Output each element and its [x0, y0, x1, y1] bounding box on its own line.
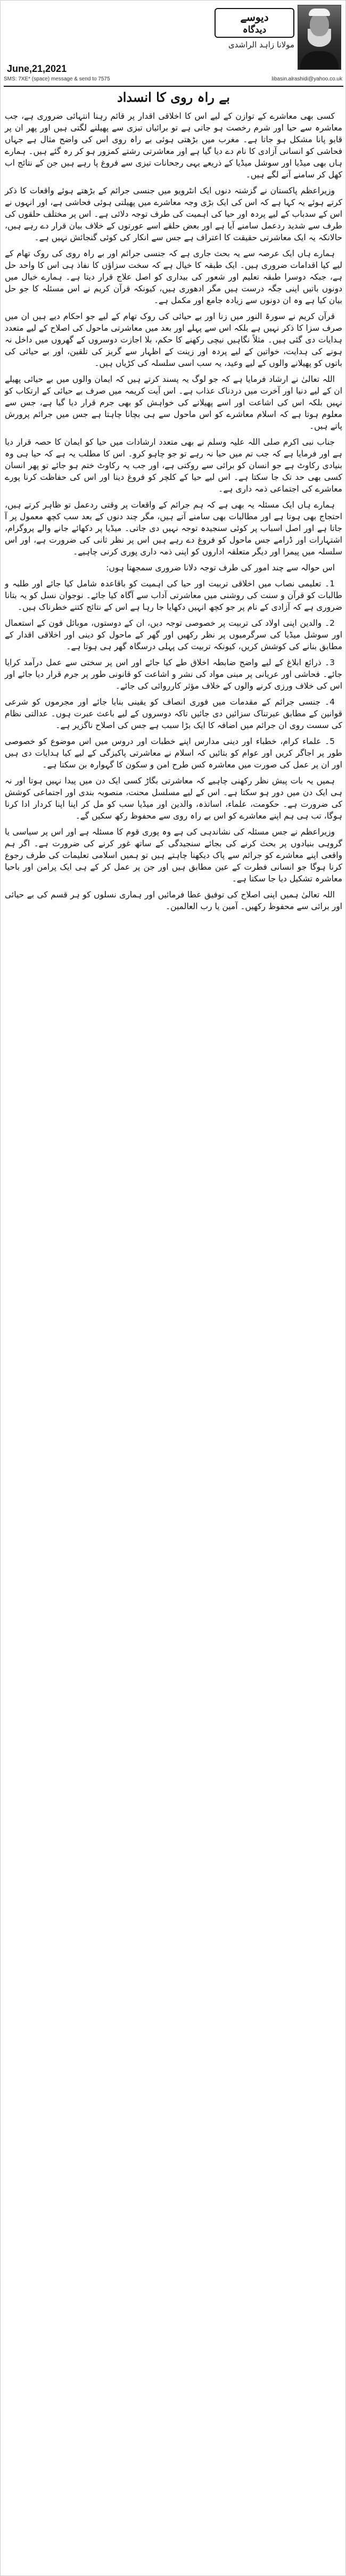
column-logo-line2: دیدگاہ	[242, 24, 267, 35]
article-paragraph: اس حوالہ سے چند امور کی طرف توجہ دلانا ضروری سمجھتا ہوں:	[106, 563, 335, 573]
article-paragraph: قرآن کریم نے سورۃ النور میں زنا اور بے حیائی کی روک تھام کے لیے جو احکام دیے ہیں ان میں صرف سزا کا ذکر نہیں ہے بلکہ اس سے پہلے اور بعد میں معاشرتی ماحول کی اصلاح کے لیے متعدد ہدایات دی گئی ہیں۔ مثلاً نگاہیں نیچی رکھنے کا حکم، بلا اجازت دوسروں کے گھروں میں داخل نہ ہونے کی ہدایت، خواتین کے لیے پردہ اور زینت کے اظہار سے گریز کی تلقین، اور بے حیائی کی باتوں کو پھیلانے والوں کے لیے وعید، یہ سب اسی سلسلہ کی کڑیاں ہیں۔	[5, 312, 342, 368]
sms-instruction: SMS: 7XE* (space) message & send to 7575	[4, 76, 110, 82]
author-name: مولانا زاہد الراشدی	[228, 40, 294, 50]
article-paragraph: ہمارے ہاں ایک عرصہ سے یہ بحث جاری ہے کہ جنسی جرائم اور بے راہ روی کی روک تھام کے لیے کیا اقدامات ضروری ہیں۔ ایک طبقہ کا خیال ہے کہ سخت سزاؤں کا نفاذ ہی اس کا واحد حل ہے، جبکہ دوسرا طبقہ تعلیم اور شعور کی بیداری کو اصل علاج قرار دیتا ہے۔ ہمارے خیال میں دونوں باتیں اپنی جگہ درست ہیں مگر ادھوری ہیں، کیونکہ قرآن کریم نے اس مسئلہ کا جو حل بیان کیا ہے وہ ان دونوں سے زیادہ جامع اور مکمل ہے۔	[5, 249, 342, 305]
article-paragraph: کسی بھی معاشرے کے توازن کے لیے اس کا اخلاقی اقدار پر قائم رہنا انتہائی ضروری ہے، جب معاشرہ سے حیا اور شرم رخصت ہو جاتی ہے تو برائیاں تیزی سے پھیلنے لگتی ہیں اور پھر ان پر قابو پانا مشکل ہو جاتا ہے۔ مغرب میں بڑھتی ہوئی بے راہ روی اس کی واضح مثال ہے جہاں فحاشی کو انسانی آزادی کا نام دے دیا گیا ہے اور معاشرتی رشتے کمزور ہو کر رہ گئے ہیں۔ ہمارے ہاں بھی میڈیا اور سوشل میڈیا کے ذریعے یہی رجحانات تیزی سے فروغ پا رہے ہیں جن کے نتائج اب کھل کر سامنے آنے لگے ہیں۔	[5, 111, 342, 179]
article-body	[5, 110, 342, 917]
column-logo	[215, 8, 294, 38]
article-paragraph: 5۔ علماء کرام، خطباء اور دینی مدارس اپنے خطبات اور دروس میں اس موضوع کو خصوصی طور پر اجاگر کریں اور عوام کو بتائیں کہ اسلام نے معاشرتی پاکیزگی کے لیے کیا ہدایات دی ہیں اور ان پر عمل کی صورت میں معاشرہ کس طرح امن و سکون کا گہوارہ بن سکتا ہے۔	[5, 737, 342, 770]
article-paragraph: اللہ تعالیٰ نے ارشاد فرمایا ہے کہ جو لوگ یہ پسند کرتے ہیں کہ ایمان والوں میں بے حیائی پھیلے ان کے لیے دنیا اور آخرت میں دردناک عذاب ہے۔ اس آیت کریمہ میں صرف بے حیائی کے ارتکاب کو نہیں بلکہ اس کی اشاعت اور اسے پھیلانے کی خواہش کو بھی جرم قرار دیا گیا ہے، جس سے معلوم ہوتا ہے کہ اسلام معاشرے کو اس ماحول سے ہی بچانا چاہتا ہے جس میں جرائم پرورش پاتے ہیں۔	[5, 374, 342, 431]
article-paragraph: وزیراعظم نے جس مسئلہ کی نشاندہی کی ہے وہ پوری قوم کا مسئلہ ہے اور اس پر سیاسی یا گروہی بنیادوں پر بحث کرنے کی بجائے سنجیدگی کے ساتھ غور کرنے کی ضرورت ہے۔ اگر ہم واقعی اپنے معاشرے کو جرائم سے پاک دیکھنا چاہتے ہیں تو ہمیں اسلامی تعلیمات کی طرف رجوع کرنا ہوگا جو انسانی فطرت کے عین مطابق ہیں اور جن پر عمل کر کے ہی ایک پرامن اور باحیا معاشرہ تشکیل دیا جا سکتا ہے۔	[5, 827, 342, 884]
author-photo-cap	[309, 9, 330, 16]
article-paragraph: ہمارے ہاں ایک مسئلہ یہ بھی ہے کہ ہم جرائم کے واقعات پر وقتی ردعمل تو ظاہر کرتے ہیں، احتجاج بھی ہوتا ہے اور مطالبات بھی سامنے آتے ہیں، مگر چند دنوں کے بعد سب کچھ معمول پر آ جاتا ہے اور اصل اسباب پر کوئی سنجیدہ توجہ نہیں دی جاتی۔ میڈیا پر دکھائے جانے والے پروگرام، اشتہارات اور ڈرامے جس ماحول کو فروغ دے رہے ہیں اس پر نظر ثانی کی ضرورت ہے، اور اس سلسلہ میں پیمرا اور دیگر متعلقہ اداروں کو اپنی ذمہ داری پوری کرنی چاہیے۔	[5, 500, 342, 557]
article-paragraph: 4۔ جنسی جرائم کے مقدمات میں فوری انصاف کو یقینی بنایا جائے اور مجرموں کو شرعی قوانین کے مطابق عبرتناک سزائیں دی جائیں تاکہ دوسروں کے لیے باعث عبرت ہوں۔ عدالتی نظام کی سست روی ان جرائم میں اضافہ کا ایک بڑا سبب ہے جس کی اصلاح ناگزیر ہے۔	[5, 697, 342, 730]
author-photo-face	[310, 13, 329, 36]
header-divider	[4, 86, 343, 87]
column-logo-line1: دیوسے	[240, 11, 269, 23]
article-paragraph: 2۔ والدین اپنی اولاد کی تربیت پر خصوصی توجہ دیں، ان کے دوستوں، موبائل فون کے استعمال اور سوشل میڈیا کی سرگرمیوں پر نظر رکھیں اور گھر کے ماحول کو دینی اور اخلاقی اقدار کے مطابق بنانے کی کوشش کریں، کیونکہ تربیت کی پہلی درسگاہ گھر ہی ہوتا ہے۔	[5, 618, 342, 651]
article-paragraph: 1۔ تعلیمی نصاب میں اخلاقی تربیت اور حیا کی اہمیت کو باقاعدہ شامل کیا جائے اور طلبہ و طالبات کو قرآن و سنت کی روشنی میں معاشرتی آداب سے آگاہ کیا جائے۔ نوجوان نسل کو یہ بتانا ضروری ہے کہ آزادی کے نام پر جو کچھ انہیں دکھایا جا رہا ہے اس کے نتائج کتنے خطرناک ہیں۔	[5, 579, 342, 612]
author-email: libasin.alrashidi@yahoo.co.uk	[271, 76, 342, 82]
article-paragraph: ہمیں یہ بات پیش نظر رکھنی چاہیے کہ معاشرتی بگاڑ کسی ایک دن میں پیدا نہیں ہوتا اور نہ ہی ایک دن میں دور ہو سکتا ہے۔ اس کے لیے مسلسل محنت، منصوبہ بندی اور اجتماعی کوشش کی ضرورت ہے۔ حکومت، علماء، اساتذہ، والدین اور میڈیا سب کو مل کر اپنا اپنا کردار ادا کرنا ہوگا، تب ہی ہم اپنے معاشرے کو اس بے راہ روی سے محفوظ رکھ سکیں گے۔	[5, 776, 342, 821]
column-header	[1, 1, 346, 107]
publish-date: June,21,2021	[7, 63, 67, 74]
author-photo	[298, 5, 341, 70]
article-title: بے راہ روی کا انسداد	[117, 89, 230, 105]
article-paragraph: جناب نبی اکرم صلی اللہ علیہ وسلم نے بھی متعدد ارشادات میں حیا کو ایمان کا حصہ قرار دیا ہے اور فرمایا ہے کہ جب تم میں حیا نہ رہے تو جو چاہو کرو۔ اس کا مطلب یہ ہے کہ حیا ہی وہ بنیادی رکاوٹ ہے جو انسان کو برائی سے روکتی ہے، اور جب یہ رکاوٹ ختم ہو جائے تو پھر انسان کسی بھی حد تک جا سکتا ہے۔ اس لیے حیا کے کلچر کو فروغ دینا اور اس کی حفاظت کرنا پورے معاشرے کی اجتماعی ذمہ داری ہے۔	[5, 437, 342, 494]
article-paragraph: 3۔ ذرائع ابلاغ کے لیے واضح ضابطہ اخلاق طے کیا جائے اور اس پر سختی سے عمل درآمد کرایا جائے۔ فحاشی اور عریانی پر مبنی مواد کی نشر و اشاعت کو قانونی طور پر جرم قرار دیا جائے اور اس کی خلاف ورزی کرنے والوں کے خلاف مؤثر کارروائی کی جائے۔	[5, 658, 342, 691]
author-photo-shoulders	[300, 51, 339, 69]
article-paragraph: وزیراعظم پاکستان نے گزشتہ دنوں ایک انٹرویو میں جنسی جرائم کے بڑھتے ہوئے واقعات کا ذکر کرتے ہوئے یہ کہا ہے کہ اس کی ایک بڑی وجہ معاشرے میں پھیلتی ہوئی فحاشی ہے، اور انہوں نے اس کے سدباب کے لیے پردہ اور حیا کی اہمیت کی طرف توجہ دلائی ہے۔ اس پر مختلف حلقوں کی طرف سے شدید ردعمل سامنے آیا ہے اور بعض حلقے اسے عورتوں کے خلاف بیان قرار دے رہے ہیں، حالانکہ یہ ایک معاشرتی حقیقت کا اعتراف ہے جس سے انکار کی کوئی گنجائش نہیں ہے۔	[5, 186, 342, 242]
article-paragraph: اللہ تعالیٰ ہمیں اپنی اصلاح کی توفیق عطا فرمائیں اور ہماری نسلوں کو ہر قسم کی بے حیائی اور برائی سے محفوظ رکھیں۔ آمین یا رب العالمین۔	[5, 890, 342, 911]
